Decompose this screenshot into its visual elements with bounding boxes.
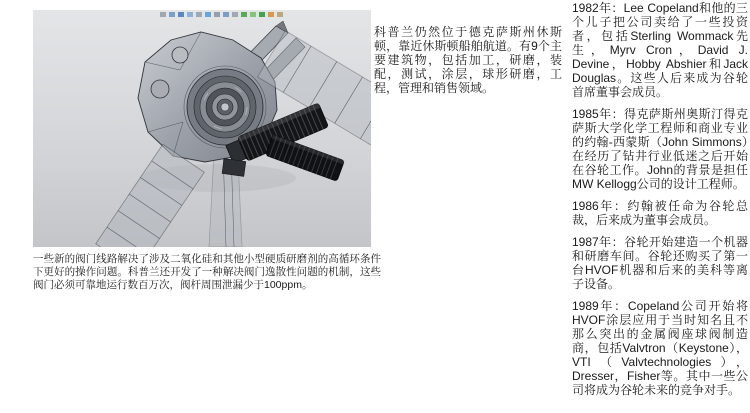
timeline-year: 1985年： xyxy=(572,107,625,121)
timeline-text: 得克萨斯州奥斯汀得克萨斯大学化学工程师和商业专业的约翰-西蒙斯（John Simmons）在经历了钻井行业低迷之后开始在谷轮工作。John的背景是担任MW Kellogg公司的设计工程师。 xyxy=(572,107,748,191)
intro-column xyxy=(374,25,562,95)
timeline-entry-1986 xyxy=(572,199,748,227)
timeline-entry-1982 xyxy=(572,1,748,99)
intro-paragraph: 科普兰仍然位于德克萨斯州休斯顿，靠近休斯顿船舶航道。有9个主要建筑物，包括加工，研磨，装配，测试，涂层，球形研磨，工程，管理和销售领域。 xyxy=(374,25,562,95)
figure-caption: 一些新的阀门线路解决了涉及二氧化硅和其他小型硬质研磨剂的高循环条件下更好的操作问题。科普兰还开发了一种解决阀门逸散性问题的机制，这些阀门必须可靠地运行数百万次，阀杆周围泄漏少于100ppm。 xyxy=(33,253,381,291)
timeline-entry-1985 xyxy=(572,107,748,191)
timeline-text: 谷轮开始建造一个机器和研磨车间。谷轮还购买了第一台HVOF机器和后来的美科等离子设备。 xyxy=(572,235,748,291)
timeline-text: Lee Copeland和他的三个儿子把公司卖给了一些投资者，包括Sterling Wommack先生，Myrv Cron，David J. Devine，Hobby Abshier和Jack Douglas。这些人后来成为谷轮首席董事会成员。 xyxy=(572,1,749,99)
cad-valve-drawing xyxy=(33,10,371,247)
timeline-year: 1982年： xyxy=(572,1,624,15)
mount-hole-left xyxy=(151,80,169,98)
mount-hole-top xyxy=(172,47,188,63)
timeline-column xyxy=(572,1,748,405)
timeline-year: 1989年： xyxy=(572,299,628,313)
timeline-entry-1989 xyxy=(572,299,748,397)
timeline-text: Copeland公司开始将HVOF涂层应用于当时知名且不那么突出的金属阀座球阀制造商，包括Valvtron（Keystone），VTI（Valvtechnologies），Dresser，Fisher等。其中一些公司将成为谷轮未来的竞争对手。 xyxy=(572,299,748,397)
timeline-year: 1986年： xyxy=(572,199,628,213)
stem-nut xyxy=(222,159,246,177)
timeline-entry-1987 xyxy=(572,235,748,291)
timeline-text: 约翰被任命为谷轮总裁，后来成为董事会成员。 xyxy=(572,199,748,227)
timeline-year: 1987年： xyxy=(572,235,625,249)
cad-model-image xyxy=(33,10,371,247)
